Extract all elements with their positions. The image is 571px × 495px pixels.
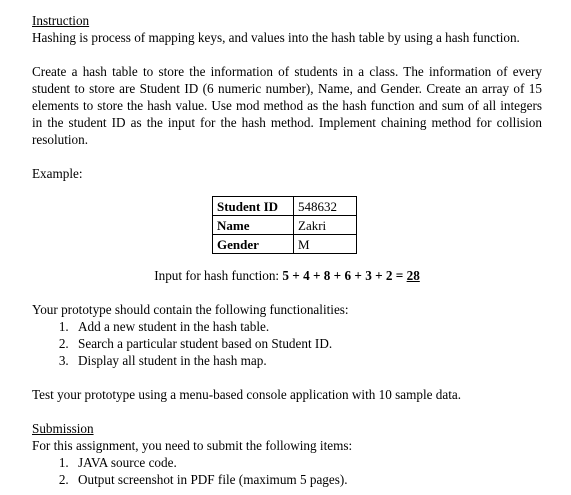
table-row <box>213 235 357 254</box>
list-item: 2. Search a particular student based on Student ID. <box>72 335 542 352</box>
table-row <box>213 197 357 216</box>
table-value-cell: M <box>294 235 357 254</box>
submission-intro: For this assignment, you need to submit the following items: <box>32 438 353 453</box>
table-value-cell: 548632 <box>294 197 357 216</box>
table-row <box>213 216 357 235</box>
instruction-task: Create a hash table to store the information of students in a class. The information of every student to store are Student ID (6 numeric number), Name, and Gender. Create an array of 15 elements to store the hash value. Use mod method as the hash function and sum of all integers in the student ID as the input for the hash method. Implement chaining method for collision resolution. <box>32 64 542 147</box>
table-key-cell: Gender <box>213 235 294 254</box>
prototype-intro: Your prototype should contain the following functionalities: <box>32 302 349 317</box>
hash-function-example <box>32 267 542 284</box>
hash-prefix: Input for hash function: <box>154 268 283 283</box>
table-key-cell: Student ID <box>213 197 294 216</box>
list-item: 2. Output screenshot in PDF file (maximum 5 pages). <box>72 471 542 488</box>
table-value-cell: Zakri <box>294 216 357 235</box>
hash-formula: 5 + 4 + 8 + 6 + 3 + 2 = <box>282 268 407 283</box>
example-student-table <box>212 196 357 254</box>
list-item: 1. Add a new student in the hash table. <box>72 318 542 335</box>
list-item: 1. JAVA source code. <box>72 454 542 471</box>
prototype-test: Test your prototype using a menu-based console application with 10 sample data. <box>32 387 462 402</box>
prototype-list <box>32 318 542 369</box>
list-item: 3. Display all student in the hash map. <box>72 352 542 369</box>
instruction-intro: Hashing is process of mapping keys, and values into the hash table by using a hash function. <box>32 30 520 45</box>
submission-list <box>32 454 542 488</box>
instruction-heading: Instruction <box>32 13 90 28</box>
submission-heading: Submission <box>32 421 94 436</box>
hash-result: 28 <box>406 268 420 283</box>
example-label: Example: <box>32 166 83 181</box>
assignment-document <box>32 12 542 488</box>
table-key-cell: Name <box>213 216 294 235</box>
